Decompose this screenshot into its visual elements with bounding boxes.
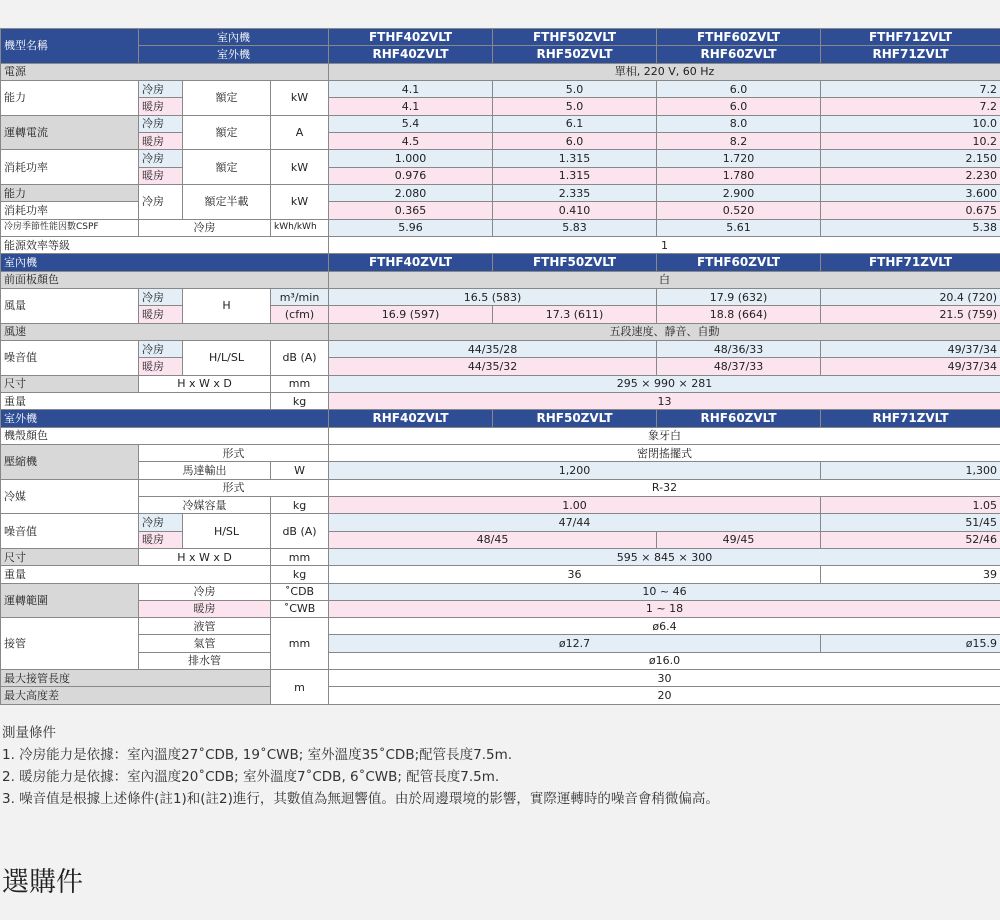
half-load-cool-mode: 冷房: [139, 184, 183, 219]
max-height-diff-label: 最大高度差: [1, 687, 271, 705]
indoor-section-model-3: FTHF60ZVLT: [657, 254, 821, 271]
operating-range-label: 運轉範圍: [1, 583, 139, 618]
indoor-dimension-label: 尺寸: [1, 375, 139, 392]
indoor-noise-condition: H/L/SL: [183, 340, 271, 375]
refrigerant-amount-unit: kg: [271, 496, 329, 513]
indoor-noise-cool-mode: 冷房: [139, 340, 183, 357]
airflow-heat-value: 21.5 (759): [821, 306, 1000, 323]
half-load-capacity-value: 2.335: [493, 184, 657, 201]
indoor-weight-label: 重量: [1, 392, 271, 409]
power-supply-value: 單相, 220 V, 60 Hz: [329, 63, 1000, 80]
cspf-value: 5.38: [821, 219, 1000, 236]
outdoor-model-2: RHF50ZVLT: [493, 46, 657, 63]
motor-output-value: 1,300: [821, 462, 1000, 479]
outdoor-section-model-1: RHF40ZVLT: [329, 410, 493, 427]
indoor-section-model-1: FTHF40ZVLT: [329, 254, 493, 271]
capacity-cool-value: 4.1: [329, 80, 493, 97]
consumption-heat-value: 1.315: [493, 167, 657, 184]
half-load-capacity-row: [1, 184, 1000, 201]
indoor-noise-cool-value: 44/35/28: [329, 340, 657, 357]
notes-title: 測量條件: [2, 725, 56, 741]
model-name-label: 機型名稱: [1, 29, 139, 64]
pipe-drain-row: [1, 652, 1000, 669]
capacity-cool-mode: 冷房: [139, 80, 183, 97]
airflow-cool-value: 20.4 (720): [821, 288, 1000, 305]
capacity-heat-value: 6.0: [657, 98, 821, 115]
outdoor-noise-heat-row: [1, 531, 1000, 548]
half-load-consumption-label: 消耗功率: [1, 202, 139, 219]
airflow-condition: H: [183, 288, 271, 323]
outdoor-weight-unit: kg: [271, 566, 329, 583]
half-load-unit: kW: [271, 184, 329, 219]
outdoor-noise-heat-value: 52/46: [821, 531, 1000, 548]
current-heat-row: [1, 132, 1000, 149]
indoor-noise-heat-value: 48/37/33: [657, 358, 821, 375]
indoor-section-model-4: FTHF71ZVLT: [821, 254, 1000, 271]
pipe-liquid-label: 液管: [139, 618, 271, 635]
operating-range-cool-value: 10 ~ 46: [329, 583, 1000, 600]
max-pipe-length-row: [1, 670, 1000, 687]
consumption-cool-row: [1, 150, 1000, 167]
consumption-heat-mode: 暖房: [139, 167, 183, 184]
motor-output-label: 馬達輸出: [139, 462, 271, 479]
outdoor-weight-value: 36: [329, 566, 821, 583]
fan-speed-label: 風速: [1, 323, 329, 340]
indoor-noise-label: 噪音值: [1, 340, 139, 375]
current-cool-row: [1, 115, 1000, 132]
outdoor-dimension-label: 尺寸: [1, 548, 139, 565]
indoor-dimension-value: 295 × 990 × 281: [329, 375, 1000, 392]
measurement-conditions: [2, 722, 719, 810]
outdoor-section-model-2: RHF50ZVLT: [493, 410, 657, 427]
capacity-heat-value: 4.1: [329, 98, 493, 115]
cspf-value: 5.96: [329, 219, 493, 236]
motor-output-value: 1,200: [329, 462, 821, 479]
outdoor-noise-heat-value: 49/45: [657, 531, 821, 548]
refrigerant-label: 冷媒: [1, 479, 139, 514]
indoor-weight-unit: kg: [271, 392, 329, 409]
compressor-label: 壓縮機: [1, 444, 139, 479]
max-height-diff-value: 20: [329, 687, 1000, 705]
outdoor-section-label: 室外機: [1, 410, 329, 427]
capacity-heat-value: 5.0: [493, 98, 657, 115]
panel-color-value: 白: [329, 271, 1000, 288]
note-item: 2. 暖房能力是依據：室內溫度20˚CDB; 室外溫度7˚CDB, 6˚CWB; 配管長度7.5m.: [2, 769, 500, 785]
note-item: 3. 噪音值是根據上述條件(註1)和(註2)進行，其數值為無迴響值。由於周邊環境的影響，實際運轉時的噪音會稍微偏高。: [2, 791, 719, 807]
motor-output-unit: W: [271, 462, 329, 479]
pipe-label: 接管: [1, 618, 139, 670]
half-load-capacity-value: 2.080: [329, 184, 493, 201]
half-load-consumption-value: 0.520: [657, 202, 821, 219]
cspf-value: 5.61: [657, 219, 821, 236]
outdoor-model-3: RHF60ZVLT: [657, 46, 821, 63]
operating-range-cool-mode: 冷房: [139, 583, 271, 600]
half-load-capacity-label: 能力: [1, 184, 139, 201]
outdoor-noise-heat-value: 48/45: [329, 531, 657, 548]
accessories-heading: 選購件: [2, 867, 83, 898]
pipe-liquid-value: ø6.4: [329, 618, 1000, 635]
half-load-capacity-value: 3.600: [821, 184, 1000, 201]
refrigerant-amount-row: [1, 496, 1000, 513]
airflow-heat-value: 18.8 (664): [657, 306, 821, 323]
fan-speed-row: [1, 323, 1000, 340]
half-load-consumption-value: 0.365: [329, 202, 493, 219]
capacity-heat-mode: 暖房: [139, 98, 183, 115]
indoor-noise-unit: dB (A): [271, 340, 329, 375]
outdoor-noise-condition: H/SL: [183, 514, 271, 549]
consumption-condition: 額定: [183, 150, 271, 185]
compressor-type-value: 密閉搖擺式: [329, 444, 1000, 461]
current-cool-value: 8.0: [657, 115, 821, 132]
current-cool-value: 5.4: [329, 115, 493, 132]
max-pipe-length-label: 最大接管長度: [1, 670, 271, 687]
indoor-model-2: FTHF50ZVLT: [493, 29, 657, 46]
cspf-mode: 冷房: [139, 219, 271, 236]
model-header-row-indoor: [1, 29, 1000, 46]
operating-range-heat-unit: ˚CWB: [271, 600, 329, 617]
power-supply-label: 電源: [1, 63, 329, 80]
current-cool-value: 6.1: [493, 115, 657, 132]
indoor-dimension-unit: mm: [271, 375, 329, 392]
model-header-row-outdoor: [1, 46, 1000, 63]
outdoor-dimension-row: [1, 548, 1000, 565]
capacity-heat-row: [1, 98, 1000, 115]
operating-range-cool-unit: ˚CDB: [271, 583, 329, 600]
capacity-label: 能力: [1, 80, 139, 115]
outdoor-noise-unit: dB (A): [271, 514, 329, 549]
consumption-cool-value: 1.000: [329, 150, 493, 167]
current-condition: 額定: [183, 115, 271, 150]
capacity-cool-value: 5.0: [493, 80, 657, 97]
cspf-label: 冷房季節性能因數CSPF: [1, 219, 139, 236]
airflow-cool-value: 16.5 (583): [329, 288, 657, 305]
indoor-model-3: FTHF60ZVLT: [657, 29, 821, 46]
outdoor-section-header-row: [1, 410, 1000, 427]
efficiency-value: 1: [329, 236, 1000, 253]
power-supply-row: [1, 63, 1000, 80]
indoor-weight-row: [1, 392, 1000, 409]
pipe-gas-row: [1, 635, 1000, 652]
outdoor-noise-label: 噪音值: [1, 514, 139, 549]
airflow-heat-value: 17.3 (611): [493, 306, 657, 323]
refrigerant-type-label: 形式: [139, 479, 329, 496]
indoor-noise-cool-value: 49/37/34: [821, 340, 1000, 357]
compressor-type-row: [1, 444, 1000, 461]
airflow-unit-imperial: (cfm): [271, 306, 329, 323]
half-load-consumption-value: 0.675: [821, 202, 1000, 219]
note-item: 1. 冷房能力是依據：室內溫度27˚CDB, 19˚CWB; 室外溫度35˚CDB;配管長度7.5m.: [2, 747, 513, 763]
indoor-dimension-condition: H x W x D: [139, 375, 271, 392]
outdoor-noise-cool-value: 51/45: [821, 514, 1000, 531]
capacity-heat-value: 7.2: [821, 98, 1000, 115]
indoor-noise-heat-row: [1, 358, 1000, 375]
outdoor-dimension-unit: mm: [271, 548, 329, 565]
outdoor-unit-header: 室外機: [139, 46, 329, 63]
consumption-heat-value: 0.976: [329, 167, 493, 184]
refrigerant-amount-value: 1.00: [329, 496, 821, 513]
efficiency-row: [1, 236, 1000, 253]
casing-color-label: 機殼顏色: [1, 427, 329, 444]
current-label: 運轉電流: [1, 115, 139, 150]
capacity-cool-value: 7.2: [821, 80, 1000, 97]
operating-range-heat-row: [1, 600, 1000, 617]
motor-output-row: [1, 462, 1000, 479]
outdoor-weight-value: 39: [821, 566, 1000, 583]
consumption-heat-row: [1, 167, 1000, 184]
outdoor-dimension-condition: H x W x D: [139, 548, 271, 565]
pipe-drain-label: 排水管: [139, 652, 271, 669]
max-pipe-length-value: 30: [329, 670, 1000, 687]
cropped-top-edge: [0, 0, 1000, 6]
indoor-unit-header: 室內機: [139, 29, 329, 46]
capacity-unit: kW: [271, 80, 329, 115]
outdoor-model-4: RHF71ZVLT: [821, 46, 1000, 63]
casing-color-value: 象牙白: [329, 427, 1000, 444]
outdoor-dimension-value: 595 × 845 × 300: [329, 548, 1000, 565]
current-heat-value: 10.2: [821, 132, 1000, 149]
airflow-cool-mode: 冷房: [139, 288, 183, 305]
consumption-unit: kW: [271, 150, 329, 185]
airflow-cool-value: 17.9 (632): [657, 288, 821, 305]
half-load-consumption-value: 0.410: [493, 202, 657, 219]
consumption-label: 消耗功率: [1, 150, 139, 185]
outdoor-weight-row: [1, 566, 1000, 583]
panel-color-row: [1, 271, 1000, 288]
outdoor-weight-label: 重量: [1, 566, 271, 583]
operating-range-heat-value: 1 ~ 18: [329, 600, 1000, 617]
airflow-heat-mode: 暖房: [139, 306, 183, 323]
current-heat-value: 6.0: [493, 132, 657, 149]
capacity-cool-value: 6.0: [657, 80, 821, 97]
compressor-type-label: 形式: [139, 444, 329, 461]
current-unit: A: [271, 115, 329, 150]
indoor-section-label: 室內機: [1, 254, 329, 271]
airflow-heat-row: [1, 306, 1000, 323]
operating-range-heat-mode: 暖房: [139, 600, 271, 617]
current-cool-mode: 冷房: [139, 115, 183, 132]
indoor-noise-cool-value: 48/36/33: [657, 340, 821, 357]
pipe-gas-value: ø15.9: [821, 635, 1000, 652]
max-length-unit: m: [271, 670, 329, 705]
outdoor-noise-cool-value: 47/44: [329, 514, 821, 531]
half-load-capacity-value: 2.900: [657, 184, 821, 201]
current-heat-value: 8.2: [657, 132, 821, 149]
outdoor-model-1: RHF40ZVLT: [329, 46, 493, 63]
consumption-cool-value: 2.150: [821, 150, 1000, 167]
pipe-liquid-row: [1, 618, 1000, 635]
indoor-model-4: FTHF71ZVLT: [821, 29, 1000, 46]
indoor-weight-value: 13: [329, 392, 1000, 409]
indoor-noise-cool-row: [1, 340, 1000, 357]
airflow-label: 風量: [1, 288, 139, 323]
indoor-noise-heat-mode: 暖房: [139, 358, 183, 375]
spec-table: [0, 28, 1000, 705]
airflow-heat-value: 16.9 (597): [329, 306, 493, 323]
outdoor-section-model-4: RHF71ZVLT: [821, 410, 1000, 427]
consumption-cool-value: 1.720: [657, 150, 821, 167]
max-height-diff-row: [1, 687, 1000, 705]
cspf-row: [1, 219, 1000, 236]
airflow-cool-row: [1, 288, 1000, 305]
indoor-noise-heat-value: 44/35/32: [329, 358, 657, 375]
refrigerant-amount-value: 1.05: [821, 496, 1000, 513]
efficiency-label: 能源效率等級: [1, 236, 329, 253]
current-heat-mode: 暖房: [139, 132, 183, 149]
consumption-heat-value: 1.780: [657, 167, 821, 184]
casing-color-row: [1, 427, 1000, 444]
indoor-dimension-row: [1, 375, 1000, 392]
refrigerant-type-row: [1, 479, 1000, 496]
operating-range-cool-row: [1, 583, 1000, 600]
pipe-unit: mm: [271, 618, 329, 670]
indoor-model-1: FTHF40ZVLT: [329, 29, 493, 46]
fan-speed-value: 五段速度、靜音、自動: [329, 323, 1000, 340]
outdoor-noise-cool-mode: 冷房: [139, 514, 183, 531]
outdoor-noise-cool-row: [1, 514, 1000, 531]
outdoor-noise-heat-mode: 暖房: [139, 531, 183, 548]
current-heat-value: 4.5: [329, 132, 493, 149]
pipe-drain-value: ø16.0: [329, 652, 1000, 669]
capacity-condition: 額定: [183, 80, 271, 115]
indoor-section-model-2: FTHF50ZVLT: [493, 254, 657, 271]
refrigerant-type-value: R-32: [329, 479, 1000, 496]
panel-color-label: 前面板顏色: [1, 271, 329, 288]
refrigerant-amount-label: 冷媒容量: [139, 496, 271, 513]
outdoor-section-model-3: RHF60ZVLT: [657, 410, 821, 427]
consumption-cool-value: 1.315: [493, 150, 657, 167]
capacity-cool-row: [1, 80, 1000, 97]
airflow-unit-metric: m³/min: [271, 288, 329, 305]
indoor-section-header-row: [1, 254, 1000, 271]
indoor-noise-heat-value: 49/37/34: [821, 358, 1000, 375]
consumption-cool-mode: 冷房: [139, 150, 183, 167]
pipe-gas-label: 氣管: [139, 635, 271, 652]
current-cool-value: 10.0: [821, 115, 1000, 132]
pipe-gas-value: ø12.7: [329, 635, 821, 652]
half-load-condition: 額定半載: [183, 184, 271, 219]
consumption-heat-value: 2.230: [821, 167, 1000, 184]
cspf-value: 5.83: [493, 219, 657, 236]
cspf-unit: kWh/kWh: [271, 219, 329, 236]
